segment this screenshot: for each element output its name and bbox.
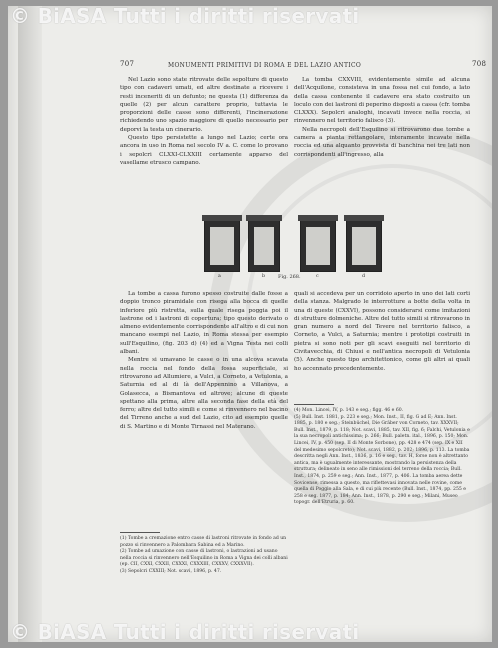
left-column-top <box>120 76 288 167</box>
page-number-right: 708 <box>472 60 487 68</box>
paragraph: Nella necropoli dell'Esquilino si ritrovarono due tombe a camera a pianta rettangolare, interamente incavate nella roccia ed una alquanto provvista di banchina nei tre lati non corrispondenti all'ingresso, alla <box>294 126 470 158</box>
figure-label: d <box>362 274 366 279</box>
paragraph: Nel Lazio sono state ritrovate delle sepolture di questo tipo con cadaveri umati, ed altre destinate a ricevere i resti inceneriti di un defunto; ne questa (1) differenza da quelle (2) per alcun carattere proprio, tuttavia le proporzioni delle casse sono differenti, l'incinerazione richiedendo uno spazio maggiore di quello necessario per deporvi la testa un cinerario. <box>120 77 288 133</box>
paragraph: Mentre si umavano le casse o in una alcova scavata nella roccia nel fondo della fossa superficiale, si ritrovarono ad Allumiere, a Vulci, a Corneto, a Vetulonia, a Saturnia ed al di là dell'Appennino a Villanova, a Golasecca, a Bismantova ed altrove; alcune di queste spettano alla prima, altre alla seconda fase della età del ferro; altre del tutto simili e come si rinvennero nel bacino del Tirreno anche a sud del Lazio, cito ad esempio quelle di S. Martino e di Monte Tirnassi nel Materano. <box>120 357 288 430</box>
figure-label: b <box>262 274 266 279</box>
watermark-top: © BiASA Tutti i diritti riservati <box>10 4 360 28</box>
tomb-figure <box>204 218 382 282</box>
footnote-rule <box>294 404 334 405</box>
footnote: (5) Bull. Inst. 1881, p. 223 e seg.; Mon. Inst., II, fig. G ad E; Ann. Inst. 1885, p. 180 e seg.; Steinbüchel, Die Gräber von Corneto, tav. XXXVII; Bull. Inst., 1879, p. 118; Not. scavi, 1885, tav. XII, fig. 6; Falchi, Vetulonia e la sua necropoli antichissima; p. 266; Bull. paletn. ital., 1896, p. 150; Mon. Lincei, IV, p. 450 (sep. II di Monte Sorbone), pp. 428 e 474 (sep. IX e XII del medesimo sepolcreto); Not. scavi, 1882, p. 202; 1896, p. 113. La tomba descritta negli Ann. Inst., 1836, p. 16 e seg., tav. H, forse non è altrettanto antica, ma è ugualmente interessante, mostrando la persistenza della struttura; delineato in seno alle rimissioni del terreno della roccia; Bull. Inst., 1874, p. 259 e seg.; Ann. Inst., 1877, p. 406. La tomba aerea dette Sovicense, rimessa a questo, ma riflettevasi innovata nelle rovine, come quella di Poggio alla Sala, e di cui più recente (Bull. Inst., 1874, pp. 255 e 258 e seg. 1877, p. 184; Ann. Inst., 1878, p. 290 e seg.; Milani, Museo topogr. dell'Etruria, p. 60. <box>294 414 470 506</box>
footnote: (4) Mon. Lincei, IV, p. 143 e seg.; figg. 46 e 60. <box>294 408 404 413</box>
paragraph: Questo tipo persistette a lungo nel Lazio; certe ora ancora in uso in Roma nel secolo IV a. C. come lo provano i sepolcri CLXXI-CLXXIII certamente apparso del vasellame etrusco campano. <box>120 135 288 166</box>
paragraph: La tombe a cassa furono spesso costruite dalle fosse a doppio tronco piramidale con risega alla bocca di quelle inferiore più ristretta, sulla quale risega poggia poi il lastrone od i lastroni di copertura; tipo questo derivato o almeno evidentemente corrispondente all'altro e di cui non mancano esempi nel Lazio, in Roma stessa per esempio sull'Esquilino, (fig. 203 d) (4) ed a Vigna Testa nei colli albani. <box>120 291 288 356</box>
page-gutter <box>18 6 42 642</box>
figure-label: c <box>316 274 319 279</box>
figure-caption: Fig. 268. <box>278 274 301 280</box>
tomb-illustration-c <box>300 218 336 272</box>
right-column-bottom <box>294 290 470 373</box>
book-page <box>8 6 492 642</box>
footnote-rule <box>120 532 160 533</box>
running-head: MONUMENTI PRIMITIVI DI ROMA E DEL LAZIO ANTICO <box>168 62 362 69</box>
page-number-left: 707 <box>120 60 135 68</box>
tomb-illustration-d <box>346 218 382 272</box>
paragraph: quali si accedeva per un corridoio aperto in uno dei lati corti della stanza. Malgrado le interrotture a botte della volta in una di queste (CXXVI), possono considerarsi come imitazioni di strutture dolmeniche. Altre del tutto simili si ritrovarono in gran numero a nord del Tevere nel territorio falisco, a Corneto, a Vulci, a Saturnia; mentre i prototipi costruiti in pietra si sono noti per gli scavi eseguiti nel territorio di Civitavecchia, di Chiusi e nell'antica necropoli di Vetulonia (5). Anche questo tipo architettonico, come gli altri ai quali ho accennato precedentemente. <box>294 291 470 372</box>
footnotes-left <box>120 536 288 576</box>
footnotes-right <box>294 408 470 507</box>
right-column-top <box>294 76 470 159</box>
footnote: (2) Tombe ad umazione con casse di lastroni, o lastrazioni ad usano nella roccia si rinvennero nell'Esquilino in Roma a Vigna dei colli albani (ep. CII, CXXI, CXXII, CXXXI, CXXXIII, CXXXV, CXXXVII). <box>120 549 288 568</box>
tomb-illustration-b <box>248 218 280 272</box>
footnote: (1) Tombe a cremazione entro casse di lastroni ritrovate in fondo ad un pozzo si rinvennero a Palombara Sabina ed a Marino. <box>120 536 287 548</box>
left-column-bottom <box>120 290 288 431</box>
figure-label: a <box>218 274 221 279</box>
tomb-illustration-a <box>204 218 240 272</box>
paragraph: La tomba CXXVIII, evidentemente simile ad alcuna dell'Acquilone, consisteva in una fossa nel cui fondo, a lato della cassa contenente il cadavere era stato costruito un loculo con dei lastroni di peperino disposti a cassa (cfr. tomba CLXXX). Sepolcri analoghi, incavati invece nella roccia, si rinvennero nel territorio falisco (3). <box>294 77 470 125</box>
footnote: (3) Sepolcri CXXIII; Not. scavi, 1896, p. 47. <box>120 568 222 574</box>
watermark-bottom: © BiASA Tutti i diritti riservati <box>10 620 360 644</box>
